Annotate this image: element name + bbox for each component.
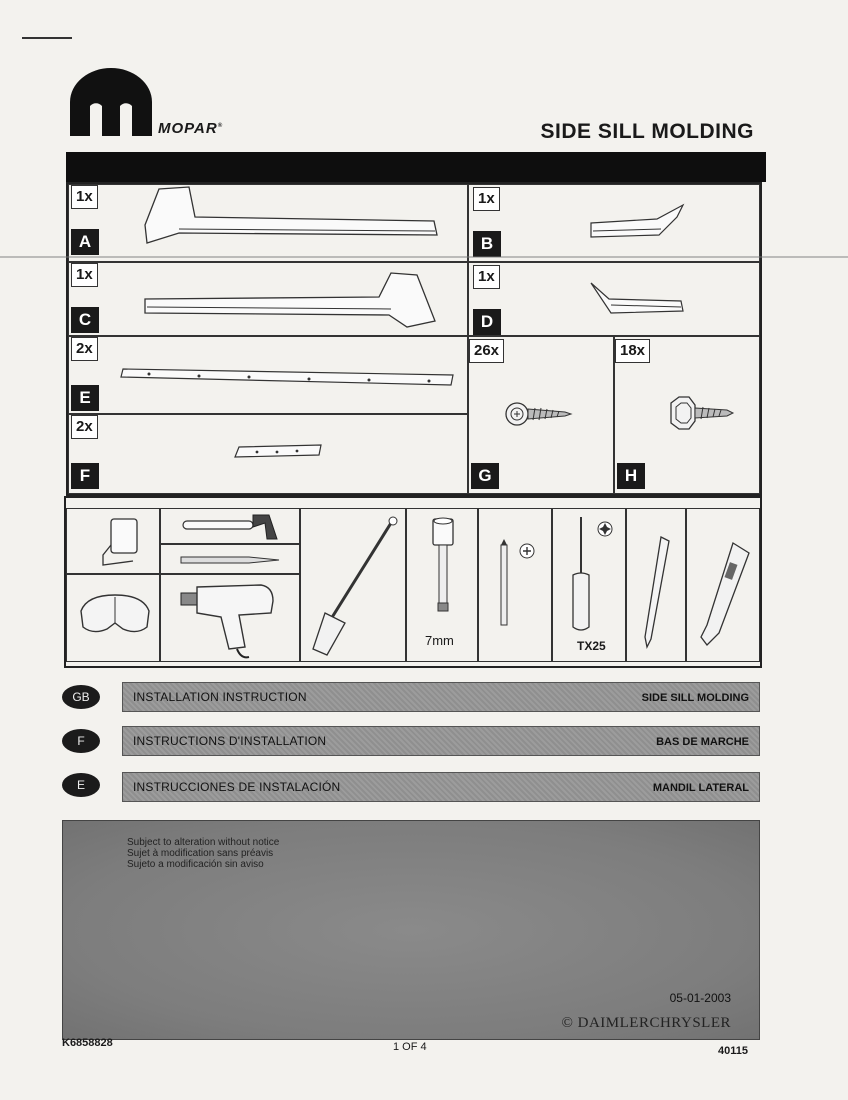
lang-bar-right: SIDE SILL MOLDING: [641, 692, 749, 704]
part-letter: H: [617, 463, 645, 489]
part-qty: 1x: [473, 187, 500, 211]
header-bar: [66, 152, 766, 182]
lang-bar-e: [122, 772, 760, 802]
corner-mark: [22, 37, 72, 39]
part-cell-g: [468, 336, 614, 494]
part-letter: C: [71, 307, 99, 333]
lang-bar-left: INSTRUCTIONS D'INSTALLATION: [133, 734, 327, 748]
part-letter: D: [473, 309, 501, 335]
utility-knife-icon: [693, 539, 755, 649]
brand-name: MOPAR®: [158, 120, 224, 137]
tool-cell-hammer: [160, 508, 300, 544]
socket-7mm-icon: [427, 515, 459, 615]
lang-badge-e: E: [62, 773, 100, 797]
part-letter: G: [471, 463, 499, 489]
part-cell-h: [614, 336, 760, 494]
center-punch-icon: [179, 553, 283, 567]
part-cell-a: [68, 184, 468, 262]
part-cell-e: [68, 336, 468, 414]
tools-grid: [64, 496, 762, 668]
tool-cell-torx: [552, 508, 626, 662]
tool-cell-goggles: [66, 574, 160, 662]
tool-cell-drill: [160, 574, 300, 662]
lang-bar-f: [122, 726, 760, 756]
part-cell-c: [68, 262, 468, 336]
notice-line: Subject to alteration without notice: [127, 837, 280, 848]
torx-size-label: TX25: [577, 639, 606, 653]
part-qty: 1x: [473, 265, 500, 289]
document-date: 05-01-2003: [669, 991, 731, 1005]
mopar-logo-icon: [66, 66, 156, 138]
lang-bar-gb: [122, 682, 760, 712]
document-code: 40115: [718, 1045, 748, 1057]
tool-cell-phillips-bit: [478, 508, 552, 662]
fold-line: [0, 256, 848, 258]
lang-bar-left: INSTALLATION INSTRUCTION: [133, 690, 307, 704]
part-qty: 2x: [71, 415, 98, 439]
tool-cell-marker: [626, 508, 686, 662]
part-qty: 1x: [71, 185, 98, 209]
power-drill-icon: [179, 579, 283, 659]
part-qty: 2x: [71, 337, 98, 361]
parts-grid: [66, 182, 762, 496]
page-title: SIDE SILL MOLDING: [540, 120, 754, 143]
torx-screwdriver-icon: [563, 515, 619, 635]
retainer-short-f-icon: [233, 443, 325, 461]
notice-box: [62, 820, 760, 1040]
tool-cell-knife: [686, 508, 760, 662]
part-qty: 18x: [615, 339, 650, 363]
sill-molding-a-icon: [139, 185, 439, 247]
tape-measure-icon: [93, 515, 143, 569]
lang-badge-gb: GB: [62, 685, 100, 709]
part-letter: F: [71, 463, 99, 489]
part-cell-f: [68, 414, 468, 494]
screw-h-icon: [665, 395, 735, 431]
screw-g-icon: [503, 399, 573, 429]
end-cap-b-icon: [587, 201, 687, 241]
marker-pen-icon: [641, 535, 673, 649]
part-cell-b: [468, 184, 760, 262]
safety-goggles-icon: [77, 589, 153, 639]
sill-molding-c-icon: [139, 269, 439, 331]
tool-cell-tape: [66, 508, 160, 574]
tool-cell-socket: [406, 508, 478, 662]
trim-tool-icon: [305, 515, 401, 657]
copyright: © DAIMLERCHRYSLER: [561, 1015, 731, 1031]
page-indicator: 1 OF 4: [393, 1041, 427, 1053]
end-cap-d-icon: [587, 277, 687, 321]
part-letter: E: [71, 385, 99, 411]
notice-line: Sujet à modification sans préavis: [127, 848, 274, 859]
socket-size-label: 7mm: [425, 633, 454, 648]
hammer-icon: [179, 513, 283, 541]
alteration-notice: [127, 837, 279, 870]
lang-bar-right: BAS DE MARCHE: [656, 736, 749, 748]
part-qty: 1x: [71, 263, 98, 287]
lang-badge-f: F: [62, 729, 100, 753]
phillips-bit-icon: [491, 539, 541, 633]
tool-cell-punch: [160, 544, 300, 574]
lang-bar-left: INSTRUCCIONES DE INSTALACIÓN: [133, 780, 341, 794]
lang-bar-right: MANDIL LATERAL: [652, 782, 749, 794]
part-cell-d: [468, 262, 760, 336]
retainer-strip-e-icon: [119, 363, 459, 389]
part-letter: A: [71, 229, 99, 255]
part-qty: 26x: [469, 339, 504, 363]
notice-line: Sujeto a modificación sin aviso: [127, 859, 264, 870]
part-number: K6858828: [62, 1037, 113, 1049]
part-letter: B: [473, 231, 501, 257]
tool-cell-rivet-tool: [300, 508, 406, 662]
